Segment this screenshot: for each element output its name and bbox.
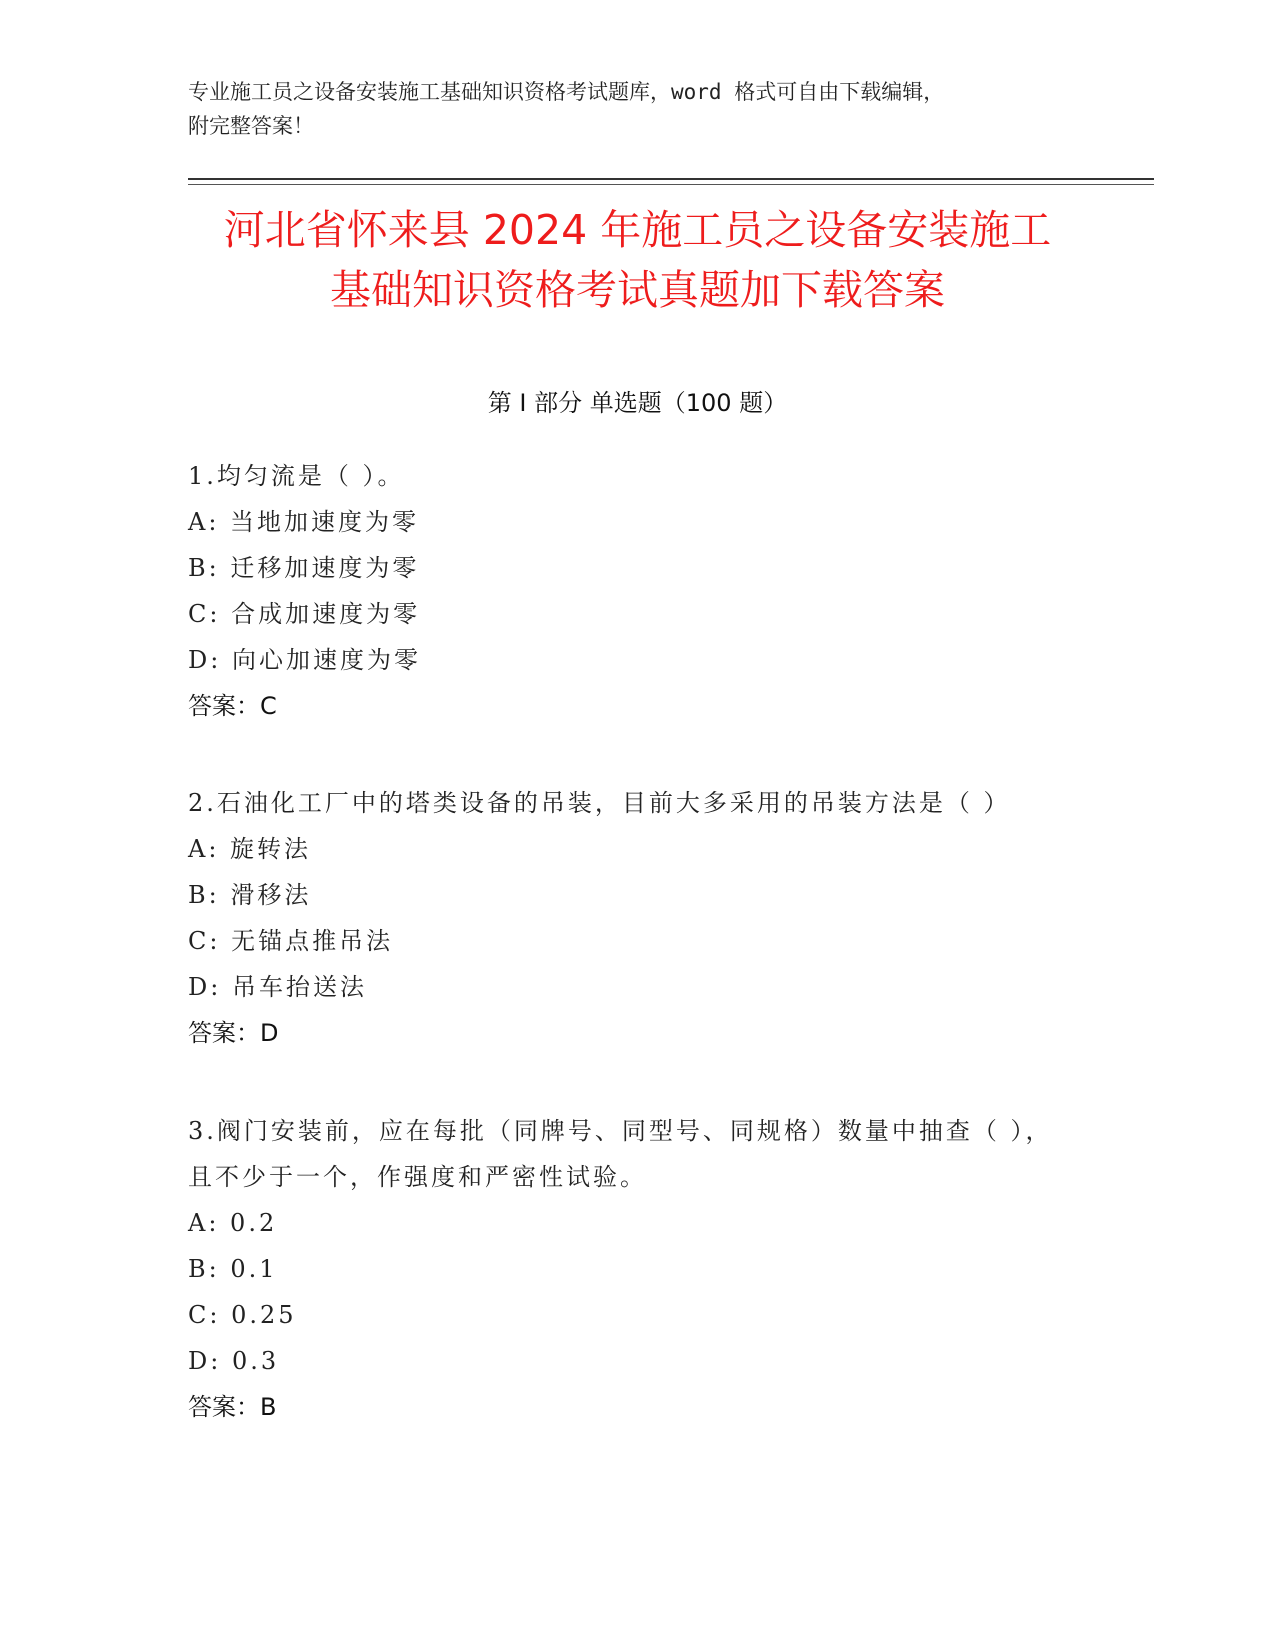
answer-line: 答案：B	[188, 1393, 277, 1421]
document-title-line2: 基础知识资格考试真题加下载答案	[330, 266, 945, 314]
header-note-line1: 专业施工员之设备安装施工基础知识资格考试题库，word 格式可自由下载编辑，	[188, 80, 945, 104]
option-d: D: 向心加速度为零	[188, 646, 421, 674]
document-title	[100, 200, 1175, 320]
answer-line: 答案：D	[188, 1019, 279, 1047]
option-a: A: 当地加速度为零	[188, 508, 420, 536]
question-stem: 2.石油化工厂中的塔类设备的吊装，目前大多采用的吊装方法是（ ）	[188, 789, 1011, 817]
option-a: A: 0.2	[188, 1209, 278, 1237]
option-d: D: 0.3	[188, 1347, 280, 1375]
header-note-line2: 附完整答案！	[188, 114, 314, 138]
header-divider-thick	[188, 178, 1154, 180]
question-stem: 1.均匀流是（ ）。	[188, 462, 405, 490]
document-title-line1: 河北省怀来县 2024 年施工员之设备安装施工	[223, 206, 1052, 254]
header-divider-thin	[188, 184, 1154, 185]
option-d: D: 吊车抬送法	[188, 973, 367, 1001]
section-heading: 第 I 部分 单选题（100 题）	[487, 389, 788, 417]
option-c: C: 合成加速度为零	[188, 600, 421, 628]
question-1	[188, 453, 1088, 729]
header-note	[188, 75, 1078, 143]
question-2	[188, 780, 1088, 1056]
option-c: C: 0.25	[188, 1301, 297, 1329]
option-b: B: 0.1	[188, 1255, 278, 1283]
option-b: B: 滑移法	[188, 881, 312, 909]
question-stem: 3.阀门安装前，应在每批（同牌号、同型号、同规格）数量中抽查（ ），且不少于一个，作强度和严密性试验。	[188, 1117, 1053, 1191]
option-c: C: 无锚点推吊法	[188, 927, 394, 955]
question-3	[188, 1108, 1088, 1430]
answer-line: 答案：C	[188, 692, 277, 720]
option-a: A: 旋转法	[188, 835, 312, 863]
option-b: B: 迁移加速度为零	[188, 554, 420, 582]
